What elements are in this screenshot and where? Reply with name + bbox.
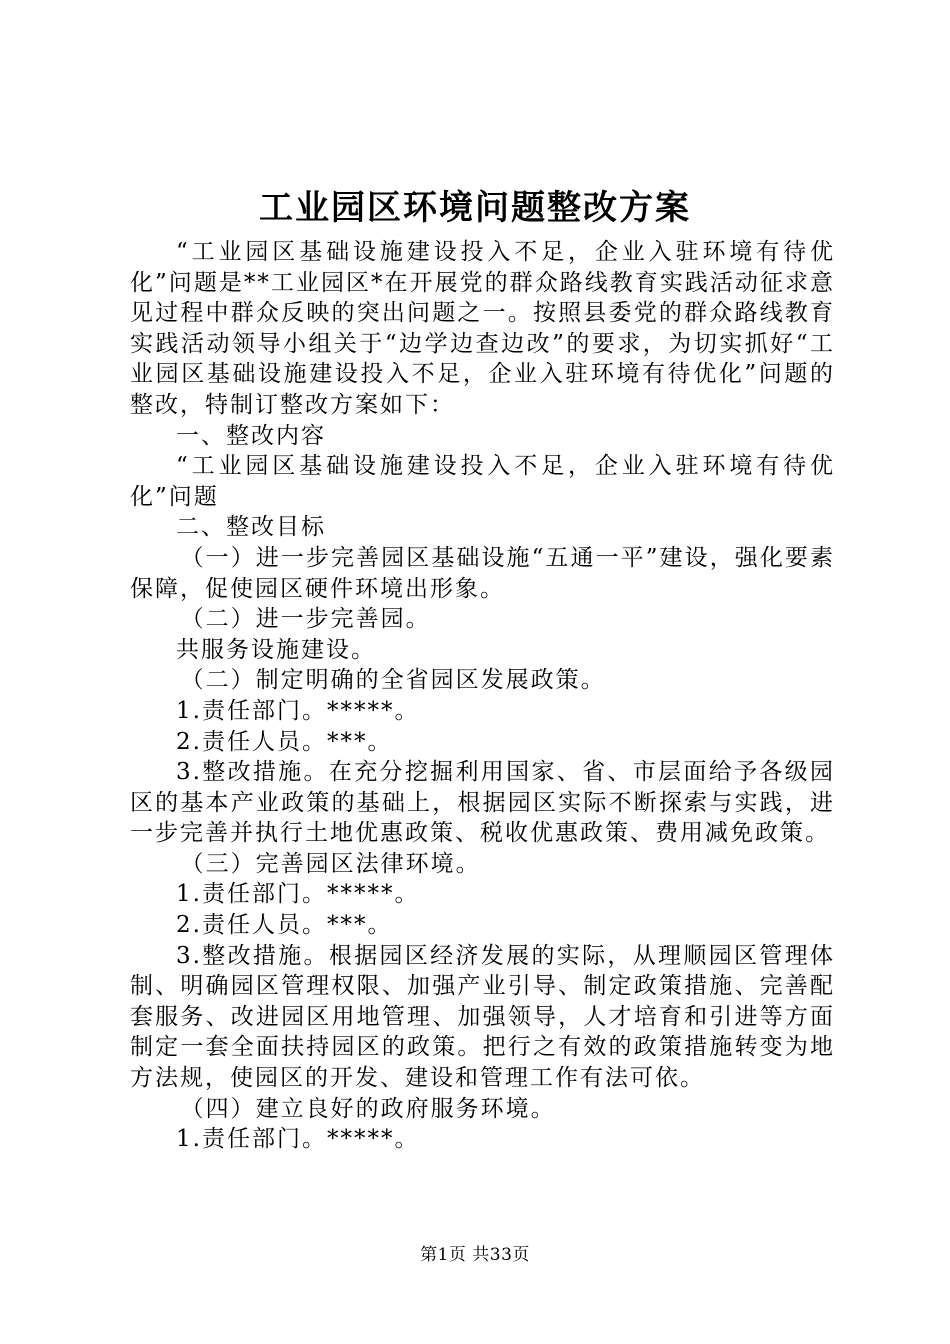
- paragraph-public-services: 共服务设施建设。: [176, 636, 376, 663]
- page-footer: 第1页 共33页: [420, 1245, 530, 1265]
- policy-responsible-dept: 1.责任部门。*****。: [176, 697, 420, 724]
- policy-responsible-person: 2.责任人员。***。: [176, 728, 393, 755]
- service-responsible-dept: 1.责任部门。*****。: [176, 1126, 420, 1153]
- goal-item-1: （一）进一步完善园区基础设施“五通一平”建设，强化要素保障，促使园区硬件环境出形象。: [130, 544, 835, 602]
- document-title: 工业园区环境问题整改方案: [259, 188, 691, 228]
- section-government-service: （四）建立良好的政府服务环境。: [180, 1095, 556, 1122]
- legal-responsible-person: 2.责任人员。***。: [176, 912, 393, 939]
- legal-responsible-dept: 1.责任部门。*****。: [176, 881, 420, 908]
- heading-rectification-content: 一、整改内容: [176, 422, 326, 449]
- heading-rectification-goals: 二、整改目标: [176, 514, 326, 541]
- paragraph-problem-statement: “工业园区基础设施建设投入不足，企业入驻环境有待优化”问题: [130, 453, 835, 510]
- section-legal-environment: （三）完善园区法律环境。: [180, 850, 481, 877]
- policy-measures: 3.整改措施。在充分挖掘利用国家、省、市层面给予各级园区的基本产业政策的基础上，根据园区实际不断探索与实践，进一步完善并执行土地优惠政策、税收优惠政策、费用减免政策。: [130, 759, 835, 847]
- legal-measures: 3.整改措施。根据园区经济发展的实际，从理顺园区管理体制、明确园区管理权限、加强产业引导、制定政策措施、完善配套服务、改进园区用地管理、加强领导，人才培育和引进等方面制定一套全面扶持园区的政策。把行之有效的政策措施转变为地方法规，使园区的开发、建设和管理工作有法可依。: [130, 942, 835, 1092]
- paragraph-intro: “工业园区基础设施建设投入不足，企业入驻环境有待优化”问题是**工业园区*在开展党的群众路线教育实践活动征求意见过程中群众反映的突出问题之一。按照县委党的群众路线教育实践活动领导小组关于“边学边查边改”的要求，为切实抓好“工业园区基础设施建设投入不足，企业入驻环境有待优化”问题的整改，特制订整改方案如下：: [130, 239, 835, 418]
- section-policy: （二）制定明确的全省园区发展政策。: [180, 667, 606, 694]
- document-body: [130, 237, 835, 1155]
- goal-item-2: （二）进一步完善园。: [180, 606, 431, 633]
